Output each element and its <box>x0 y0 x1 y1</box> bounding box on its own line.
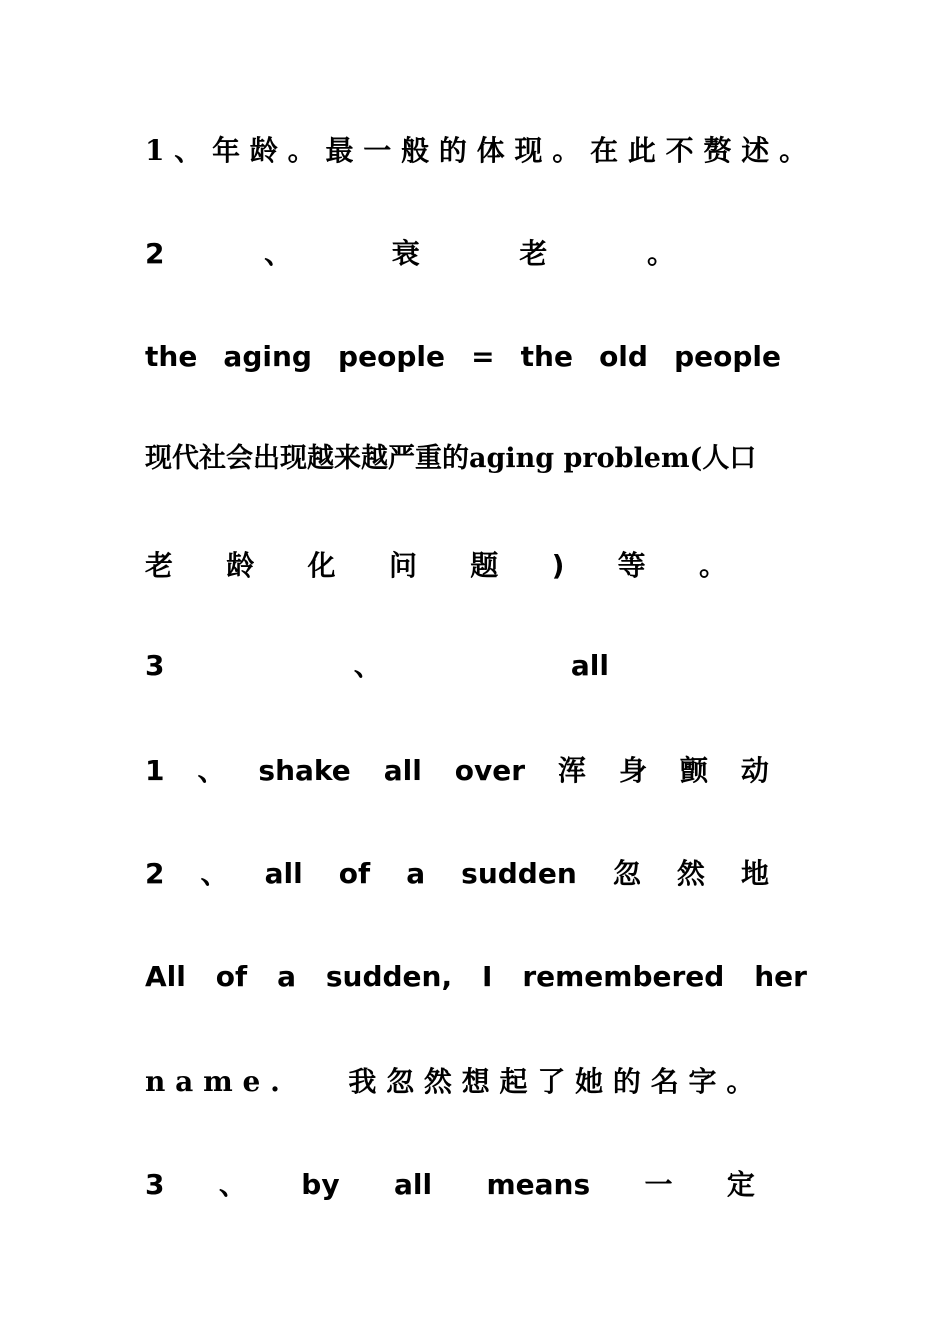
line-all-of-a-sudden <box>145 856 769 892</box>
word: 一 <box>644 1168 673 1201</box>
word: 2 <box>145 857 165 890</box>
line-by-all-means <box>145 1167 755 1203</box>
line-name-translation <box>145 1064 807 1100</box>
word: all <box>383 754 422 787</box>
word: 、 <box>218 1168 247 1201</box>
line-age <box>145 133 817 169</box>
word: her <box>754 960 807 993</box>
word: all <box>393 1168 433 1201</box>
line-aging <box>145 236 675 272</box>
word: all <box>570 649 609 682</box>
word: 定 <box>726 1168 755 1201</box>
word: means <box>486 1168 591 1201</box>
line-english-1 <box>145 339 781 375</box>
word: 老 <box>145 549 174 582</box>
line-all-heading <box>145 648 609 684</box>
line-text: 现代社会出现越来越严重的aging problem(人口 <box>145 443 757 474</box>
word: 颤 <box>679 754 708 787</box>
word: 地 <box>740 857 769 890</box>
word: 化 <box>307 549 336 582</box>
word: old <box>599 340 648 373</box>
word: the <box>520 340 573 373</box>
word: 。 <box>698 549 727 582</box>
word: by <box>301 1168 340 1201</box>
word: sudden <box>461 857 577 890</box>
word: 身 <box>618 754 647 787</box>
word: of <box>215 960 248 993</box>
word: 、 <box>353 649 382 682</box>
word: a <box>406 857 426 890</box>
word: people <box>674 340 781 373</box>
word: 忽 <box>612 857 641 890</box>
word: All <box>145 960 186 993</box>
line-shake-all-over <box>145 753 769 789</box>
word: 、 <box>197 754 226 787</box>
word: ) <box>551 549 565 582</box>
word: 问 <box>388 549 417 582</box>
line-text: 1、年龄。最一般的体现。在此不赘述。 <box>145 134 817 167</box>
word: = <box>471 340 495 373</box>
word: 、 <box>200 857 229 890</box>
word: I <box>482 960 493 993</box>
word: 衰 <box>391 237 420 270</box>
word: a <box>277 960 296 993</box>
word: 等 <box>617 549 646 582</box>
word: 、 <box>264 237 293 270</box>
word: 2 <box>145 237 165 270</box>
word: 1 <box>145 754 165 787</box>
word: 然 <box>676 857 705 890</box>
word: 动 <box>740 754 769 787</box>
word: remembered <box>522 960 725 993</box>
word: 老 <box>519 237 548 270</box>
word: 3 <box>145 649 165 682</box>
word: over <box>454 754 526 787</box>
word: 龄 <box>226 549 255 582</box>
word: of <box>338 857 371 890</box>
word: 3 <box>145 1168 165 1201</box>
word: shake <box>258 754 351 787</box>
line-text: name. 我忽然想起了她的名字。 <box>145 1065 765 1098</box>
word: aging <box>223 340 312 373</box>
line-population-aging <box>145 548 727 584</box>
word: people <box>338 340 445 373</box>
line-example-sentence <box>145 959 807 995</box>
word: 题 <box>470 549 499 582</box>
word: 。 <box>646 237 675 270</box>
word: sudden, <box>325 960 453 993</box>
word: 浑 <box>558 754 587 787</box>
word: the <box>145 340 198 373</box>
word: all <box>264 857 303 890</box>
line-modern-society <box>145 441 807 477</box>
